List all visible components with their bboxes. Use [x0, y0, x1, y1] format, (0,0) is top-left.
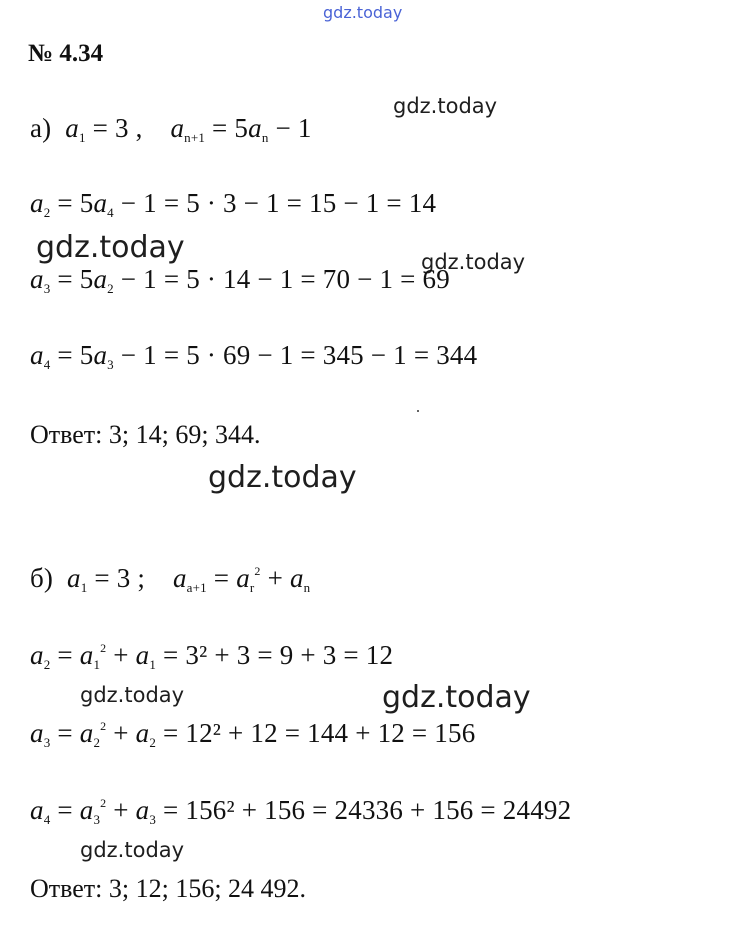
operator: = 5: [205, 113, 249, 143]
answer-a: Ответ: 3; 14; 69; 344.: [30, 420, 261, 449]
subscript: 4: [107, 205, 114, 220]
subscript: 2: [149, 735, 157, 750]
term-a: a: [65, 113, 79, 143]
watermark: gdz.today: [382, 680, 531, 715]
watermark: gdz.today: [421, 250, 526, 274]
subscript: r: [249, 580, 255, 595]
part-b-condition: б) $a_1 = 3$ ; $a_{a+1} = a_r^2 + a_n$: [30, 563, 311, 595]
subscript: a+1: [186, 580, 207, 595]
subscript: 2: [43, 205, 51, 220]
operator: − 1: [268, 113, 312, 143]
equation-rest: − 1 = 5 · 69 − 1 = 345 − 1 = 344: [113, 340, 478, 370]
subscript: n+1: [184, 130, 206, 145]
watermark: gdz.today: [393, 94, 498, 118]
equation-a4: $a_4 = 5a_3 - 1 = 5 \cdot 69 - 1 = 345 - 1 = 344$: [30, 340, 478, 372]
superscript: 2: [254, 564, 261, 578]
subscript: 1: [93, 657, 101, 672]
watermark: gdz.today: [80, 838, 185, 862]
subscript: 4: [43, 357, 51, 372]
equation-rest: − 1 = 5 · 3 − 1 = 15 − 1 = 14: [113, 188, 437, 218]
subscript: 3: [93, 812, 101, 827]
problem-number: № 4.34: [28, 40, 104, 67]
subscript: 2: [93, 735, 101, 750]
part-a-label: а): [30, 113, 52, 143]
stray-dot: [417, 410, 419, 412]
subscript: 1: [79, 130, 86, 145]
subscript: 3: [43, 735, 51, 750]
equation-b3: $a_3 = a_2^2 + a_2 = 12^2 + 12 = 144 + 12 = 156$: [30, 718, 476, 750]
equation-rest: = 156² + 156 = 24336 + 156 = 24492: [156, 795, 572, 825]
equation-b4: $a_4 = a_3^2 + a_3 = 156^2 + 156 = 24336 + 156 = 24492$: [30, 795, 572, 827]
subscript: 2: [43, 657, 51, 672]
equation-rest: = 3² + 3 = 9 + 3 = 12: [156, 640, 394, 670]
subscript: 3: [43, 281, 51, 296]
term-a: a: [170, 113, 185, 143]
part-b-label: б): [30, 563, 54, 593]
subscript: n: [261, 130, 269, 145]
equation-a2: $a_2 = 5a_4 - 1 = 5 \cdot 3 - 1 = 15 - 1 = 14$: [30, 188, 437, 220]
watermark: gdz.today: [323, 3, 403, 22]
subscript: 3: [149, 812, 157, 827]
watermark: gdz.today: [208, 460, 357, 495]
value: = 3 ;: [87, 563, 146, 593]
subscript: 3: [107, 357, 114, 372]
equation-rest: − 1 = 5 · 14 − 1 = 70 − 1 = 69: [113, 264, 450, 294]
equation-rest: = 12² + 12 = 144 + 12 = 156: [156, 718, 476, 748]
equation-a3: $a_3 = 5a_2 - 1 = 5 \cdot 14 - 1 = 70 - 1 = 69$: [30, 264, 450, 296]
equation-b2: $a_2 = a_1^2 + a_1 = 3^2 + 3 = 9 + 3 = 12$: [30, 640, 394, 672]
subscript: 4: [43, 812, 51, 827]
subscript: n: [303, 580, 311, 595]
answer-b: Ответ: 3; 12; 156; 24 492.: [30, 874, 307, 903]
subscript: 2: [107, 281, 114, 296]
watermark: gdz.today: [80, 683, 185, 707]
subscript: 1: [149, 657, 157, 672]
term-a: a: [248, 113, 262, 143]
value: = 3 ,: [85, 113, 143, 143]
watermark: gdz.today: [36, 230, 185, 265]
part-a-condition: [30, 113, 312, 146]
